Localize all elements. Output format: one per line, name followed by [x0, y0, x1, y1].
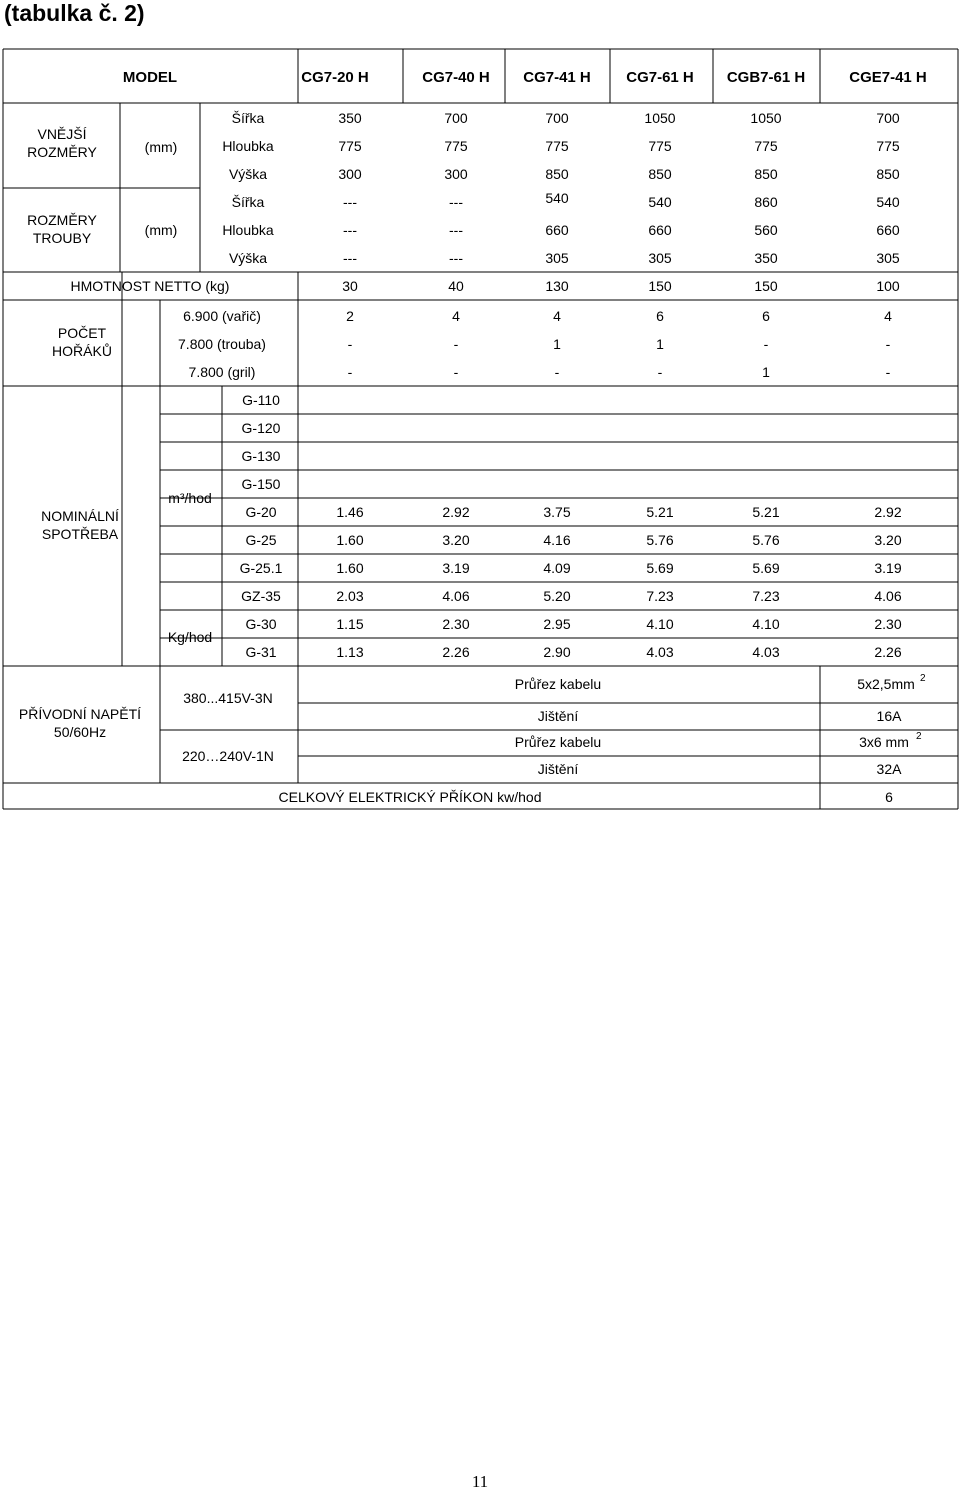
dimension-value: 700: [444, 110, 468, 126]
weight-value: 100: [876, 278, 900, 294]
weight-value: 130: [545, 278, 569, 294]
voltage-label: 380...415V-3N: [183, 690, 273, 706]
consumption-value: 5.76: [646, 532, 674, 548]
gas-type-label: G-150: [241, 476, 281, 492]
burner-value: 2: [346, 308, 354, 324]
gas-type-label: G-25: [245, 532, 277, 548]
dimension-value: 850: [648, 166, 672, 182]
consumption-value: 3.19: [442, 560, 470, 576]
unit-m3-per-hour: m³/hod: [168, 490, 212, 506]
dimension-value: 775: [444, 138, 468, 154]
dimension-value: 775: [648, 138, 672, 154]
dimension-value: 850: [754, 166, 778, 182]
dimension-value: 1050: [750, 110, 782, 126]
dimension-value: 560: [754, 222, 778, 238]
dimension-value: 775: [338, 138, 362, 154]
burner-value: -: [885, 364, 891, 380]
consumption-value: 4.10: [752, 616, 780, 632]
supply-group: PŘÍVODNÍ NAPĚTÍ 50/60Hz: [18, 706, 142, 740]
table-caption: (tabulka č. 2): [4, 0, 145, 26]
burner-value: -: [453, 336, 459, 352]
dimension-value: 305: [648, 250, 672, 266]
dimension-value: 305: [545, 250, 569, 266]
weight-label: HMOTNOST NETTO (kg): [70, 278, 230, 294]
consumption-group: NOMINÁLNÍ SPOTŘEBA: [41, 508, 119, 542]
burner-label: 6.900 (vařič): [183, 308, 261, 324]
dimension-value: 350: [338, 110, 362, 126]
dimension-value: ---: [343, 250, 357, 266]
dimension-value: ---: [343, 222, 357, 238]
consumption-value: 4.09: [543, 560, 571, 576]
dimension-value: 540: [648, 194, 672, 210]
consumption-value: 5.76: [752, 532, 780, 548]
gas-type-label: G-20: [245, 504, 277, 520]
weight-value: 30: [342, 278, 358, 294]
dimension-value: 850: [876, 166, 900, 182]
cable-value: 5x2,5mm: [857, 676, 915, 692]
fuse-label: Jištění: [537, 761, 579, 777]
fuse-value: 32A: [876, 761, 902, 777]
consumption-value: 5.69: [752, 560, 780, 576]
gas-type-label: G-120: [241, 420, 281, 436]
consumption-value: 1.60: [336, 560, 364, 576]
consumption-value: 2.26: [442, 644, 470, 660]
consumption-value: 2.26: [874, 644, 902, 660]
burner-value: 4: [452, 308, 460, 324]
dimension-value: 305: [876, 250, 900, 266]
gas-type-label: G-30: [245, 616, 277, 632]
dimension-label: Výška: [228, 166, 268, 182]
weight-value: 150: [648, 278, 672, 294]
dimension-value: 300: [338, 166, 362, 182]
dimension-value: 540: [545, 190, 569, 206]
consumption-value: 2.92: [874, 504, 902, 520]
consumption-value: 3.20: [442, 532, 470, 548]
burner-label: 7.800 (gril): [188, 364, 256, 380]
cable-value: 3x6 mm: [859, 734, 909, 750]
dimension-label: Hloubka: [222, 138, 274, 154]
weight-value: 150: [754, 278, 778, 294]
dimension-value: 775: [545, 138, 569, 154]
cable-superscript: 2: [920, 673, 926, 684]
burner-value: 1: [762, 364, 770, 380]
dimension-value: 860: [754, 194, 778, 210]
consumption-value: 4.16: [543, 532, 571, 548]
voltage-label: 220…240V-1N: [182, 748, 274, 764]
consumption-value: 4.06: [442, 588, 470, 604]
dimension-value: 660: [876, 222, 900, 238]
dimension-label: Hloubka: [222, 222, 274, 238]
dimension-value: 1050: [644, 110, 676, 126]
consumption-value: 7.23: [646, 588, 674, 604]
gas-type-label: G-130: [241, 448, 281, 464]
burner-value: -: [347, 364, 353, 380]
total-power-value: 6: [885, 789, 893, 805]
page-number: 11: [471, 1472, 489, 1491]
fuse-value: 16A: [876, 708, 902, 724]
consumption-value: 3.19: [874, 560, 902, 576]
burner-value: 1: [656, 336, 664, 352]
dimension-value: 850: [545, 166, 569, 182]
model-name: CG7-40 H: [422, 69, 490, 86]
gas-type-label: G-25.1: [239, 560, 283, 576]
consumption-value: 1.13: [336, 644, 364, 660]
consumption-value: 1.15: [336, 616, 364, 632]
model-header: MODEL: [122, 69, 178, 86]
burner-value: -: [554, 364, 560, 380]
oven-dims-group: ROZMĚRY TROUBY: [27, 212, 97, 246]
gas-type-label: GZ-35: [241, 588, 281, 604]
burners-group: POČET HOŘÁKŮ: [52, 325, 112, 359]
unit-mm: (mm): [144, 222, 178, 238]
consumption-value: 4.06: [874, 588, 902, 604]
burner-value: 1: [553, 336, 561, 352]
dimension-value: 540: [876, 194, 900, 210]
consumption-value: 4.03: [752, 644, 780, 660]
consumption-value: 1.60: [336, 532, 364, 548]
dimension-label: Výška: [228, 250, 268, 266]
gas-type-label: G-110: [242, 392, 280, 408]
dimension-value: ---: [449, 250, 463, 266]
burner-value: 4: [884, 308, 892, 324]
outer-dims-group: VNĚJŠÍ ROZMĚRY: [27, 126, 97, 160]
model-name: CG7-61 H: [626, 69, 694, 86]
consumption-value: 2.95: [543, 616, 571, 632]
consumption-value: 5.21: [752, 504, 780, 520]
dimension-value: 775: [754, 138, 778, 154]
consumption-value: 2.92: [442, 504, 470, 520]
dimension-value: 660: [648, 222, 672, 238]
consumption-value: 2.03: [336, 588, 364, 604]
burner-value: -: [763, 336, 769, 352]
burner-value: 6: [762, 308, 770, 324]
consumption-value: 1.46: [336, 504, 364, 520]
cable-label: Průřez kabelu: [514, 734, 602, 750]
model-name: CGE7-41 H: [849, 69, 927, 86]
dimension-value: 660: [545, 222, 569, 238]
unit-kg-per-hour: Kg/hod: [167, 629, 213, 645]
dimension-label: Šířka: [231, 194, 265, 210]
consumption-value: 5.69: [646, 560, 674, 576]
dimension-value: 700: [545, 110, 569, 126]
consumption-value: 7.23: [752, 588, 780, 604]
dimension-value: ---: [449, 194, 463, 210]
dimension-label: Šířka: [231, 110, 265, 126]
consumption-value: 4.10: [646, 616, 674, 632]
dimension-value: 350: [754, 250, 778, 266]
burner-value: 4: [553, 308, 561, 324]
dimension-value: ---: [449, 222, 463, 238]
consumption-value: 5.21: [646, 504, 674, 520]
dimension-value: 700: [876, 110, 900, 126]
gas-type-label: G-31: [245, 644, 277, 660]
weight-value: 40: [448, 278, 464, 294]
consumption-value: 5.20: [543, 588, 571, 604]
burner-value: -: [657, 364, 663, 380]
burner-value: -: [347, 336, 353, 352]
model-name: CG7-20 H: [301, 69, 369, 86]
burner-value: 6: [656, 308, 664, 324]
burner-value: -: [453, 364, 459, 380]
cable-superscript: 2: [916, 731, 922, 742]
consumption-value: 2.30: [442, 616, 470, 632]
model-name: CG7-41 H: [523, 69, 591, 86]
consumption-value: 3.20: [874, 532, 902, 548]
dimension-value: ---: [343, 194, 357, 210]
burner-label: 7.800 (trouba): [178, 336, 266, 352]
consumption-value: 3.75: [543, 504, 571, 520]
consumption-value: 2.90: [543, 644, 571, 660]
dimension-value: 300: [444, 166, 468, 182]
consumption-value: 4.03: [646, 644, 674, 660]
dimension-value: 775: [876, 138, 900, 154]
consumption-value: 2.30: [874, 616, 902, 632]
model-name: CGB7-61 H: [726, 69, 806, 86]
burner-value: -: [885, 336, 891, 352]
unit-mm: (mm): [144, 139, 178, 155]
cable-label: Průřez kabelu: [514, 676, 602, 692]
fuse-label: Jištění: [537, 708, 579, 724]
total-power-label: CELKOVÝ ELEKTRICKÝ PŘÍKON kw/hod: [278, 789, 542, 805]
